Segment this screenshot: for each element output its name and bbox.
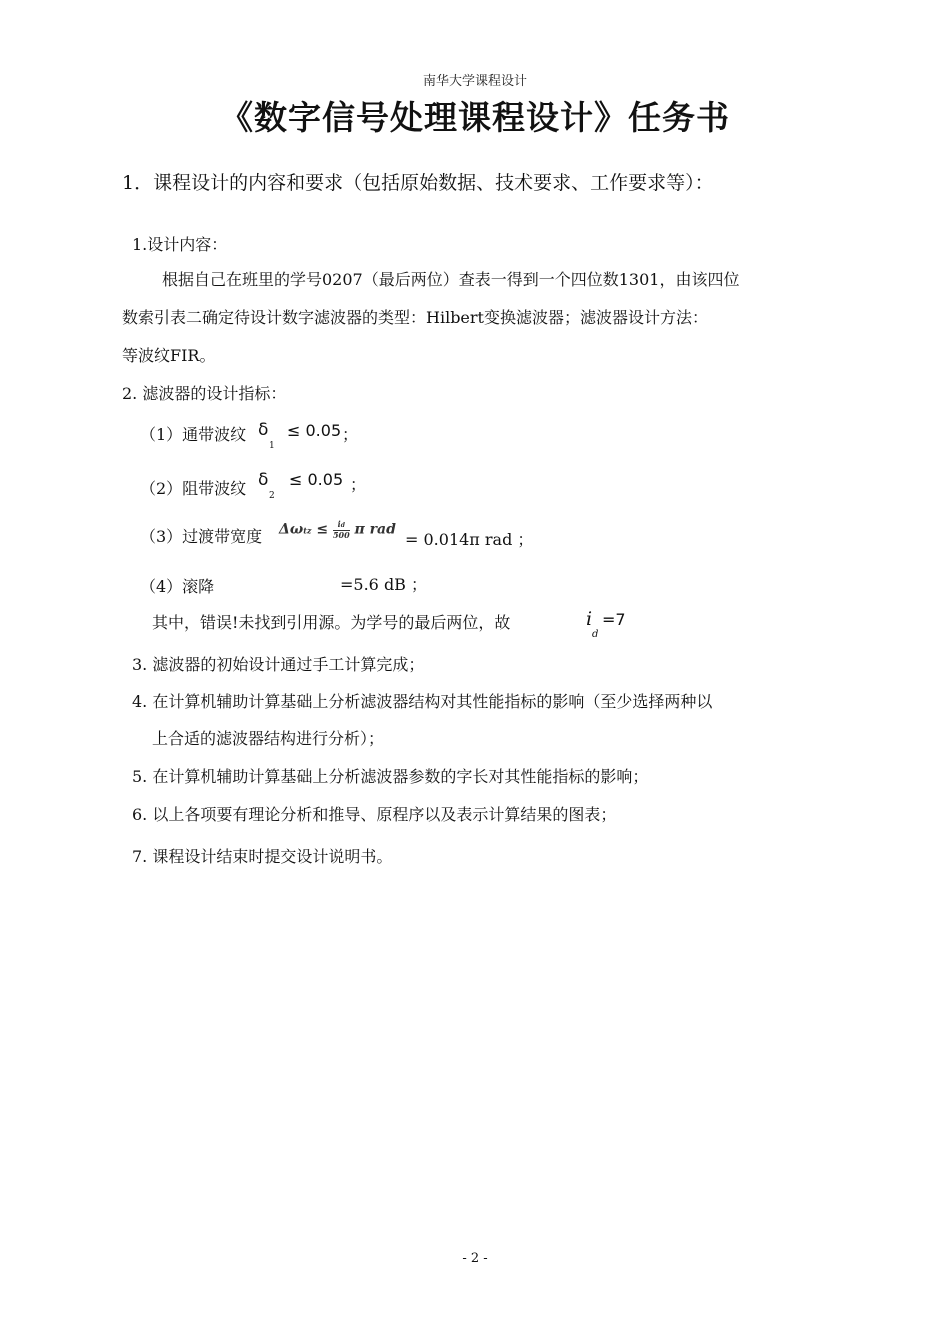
spec-passband-end: ； (342, 425, 359, 444)
requirement-5: 5. 在计算机辅助计算基础上分析滤波器参数的字长对其性能指标的影响； (132, 767, 649, 786)
spec-stopband-label: （2）阻带波纹 (140, 479, 247, 498)
design-content-line-3: 等波纹FIR。 (122, 346, 216, 365)
design-content-line-1: 根据自己在班里的学号0207（最后两位）查表一得到一个四位数1301，由该四位 (162, 270, 740, 289)
delta-subscript-2: 2 (269, 491, 275, 501)
page-header: 南华大学课程设计 (422, 74, 527, 89)
note-value: =7 (602, 610, 626, 629)
document-title: 《数字信号处理课程设计》任务书 (220, 98, 730, 137)
requirement-4-continued: 上合适的滤波器结构进行分析）； (152, 729, 385, 748)
formula-fraction (333, 520, 350, 539)
note-subscript: d (592, 629, 599, 640)
specs-label: 2. 滤波器的设计指标： (122, 384, 287, 403)
formula-tz-subscript: tz (303, 525, 312, 536)
delta-symbol-2: δ (258, 470, 269, 490)
spec-rolloff-label: （4）滚降 (140, 577, 215, 596)
spec-stopband-end: ； (350, 475, 367, 494)
spec-transition-value: = 0.014π rad ； (405, 530, 534, 549)
fraction-denominator: 500 (332, 530, 350, 540)
fraction-num-var: i (337, 519, 341, 529)
design-content-label: 1.设计内容： (132, 235, 228, 254)
formula-delta-omega: Δω (279, 521, 304, 538)
spec-rolloff-value: =5.6 dB ； (340, 575, 428, 594)
delta-symbol-1: δ (258, 420, 269, 440)
spec-passband-value: ≤ 0.05 (287, 421, 342, 440)
spec-passband-label: （1）通带波纹 (140, 425, 247, 444)
transition-width-formula (279, 520, 396, 539)
requirement-7: 7. 课程设计结束时提交设计说明书。 (132, 847, 393, 866)
design-content-line-2: 数索引表二确定待设计数字滤波器的类型：Hilbert变换滤波器；滤波器设计方法： (122, 308, 708, 327)
requirement-4: 4. 在计算机辅助计算基础上分析滤波器结构对其性能指标的影响（至少选择两种以 (132, 692, 713, 711)
note-text: 其中，错误!未找到引用源。为学号的最后两位，故 (152, 613, 511, 632)
requirement-6: 6. 以上各项要有理论分析和推导、原程序以及表示计算结果的图表； (132, 805, 617, 824)
spec-stopband-value: ≤ 0.05 (289, 470, 344, 489)
delta-subscript-1: 1 (269, 441, 275, 451)
formula-le: ≤ (316, 521, 329, 538)
spec-transition-label: （3）过渡带宽度 (140, 527, 263, 546)
formula-pi-rad: π rad (354, 521, 396, 538)
section-heading: 1．课程设计的内容和要求（包括原始数据、技术要求、工作要求等）： (122, 172, 714, 194)
note-variable: i (586, 608, 593, 630)
requirement-3: 3. 滤波器的初始设计通过手工计算完成； (132, 655, 425, 674)
fraction-num-sub: d (340, 522, 345, 529)
page-number: - 2 - (462, 1251, 488, 1266)
